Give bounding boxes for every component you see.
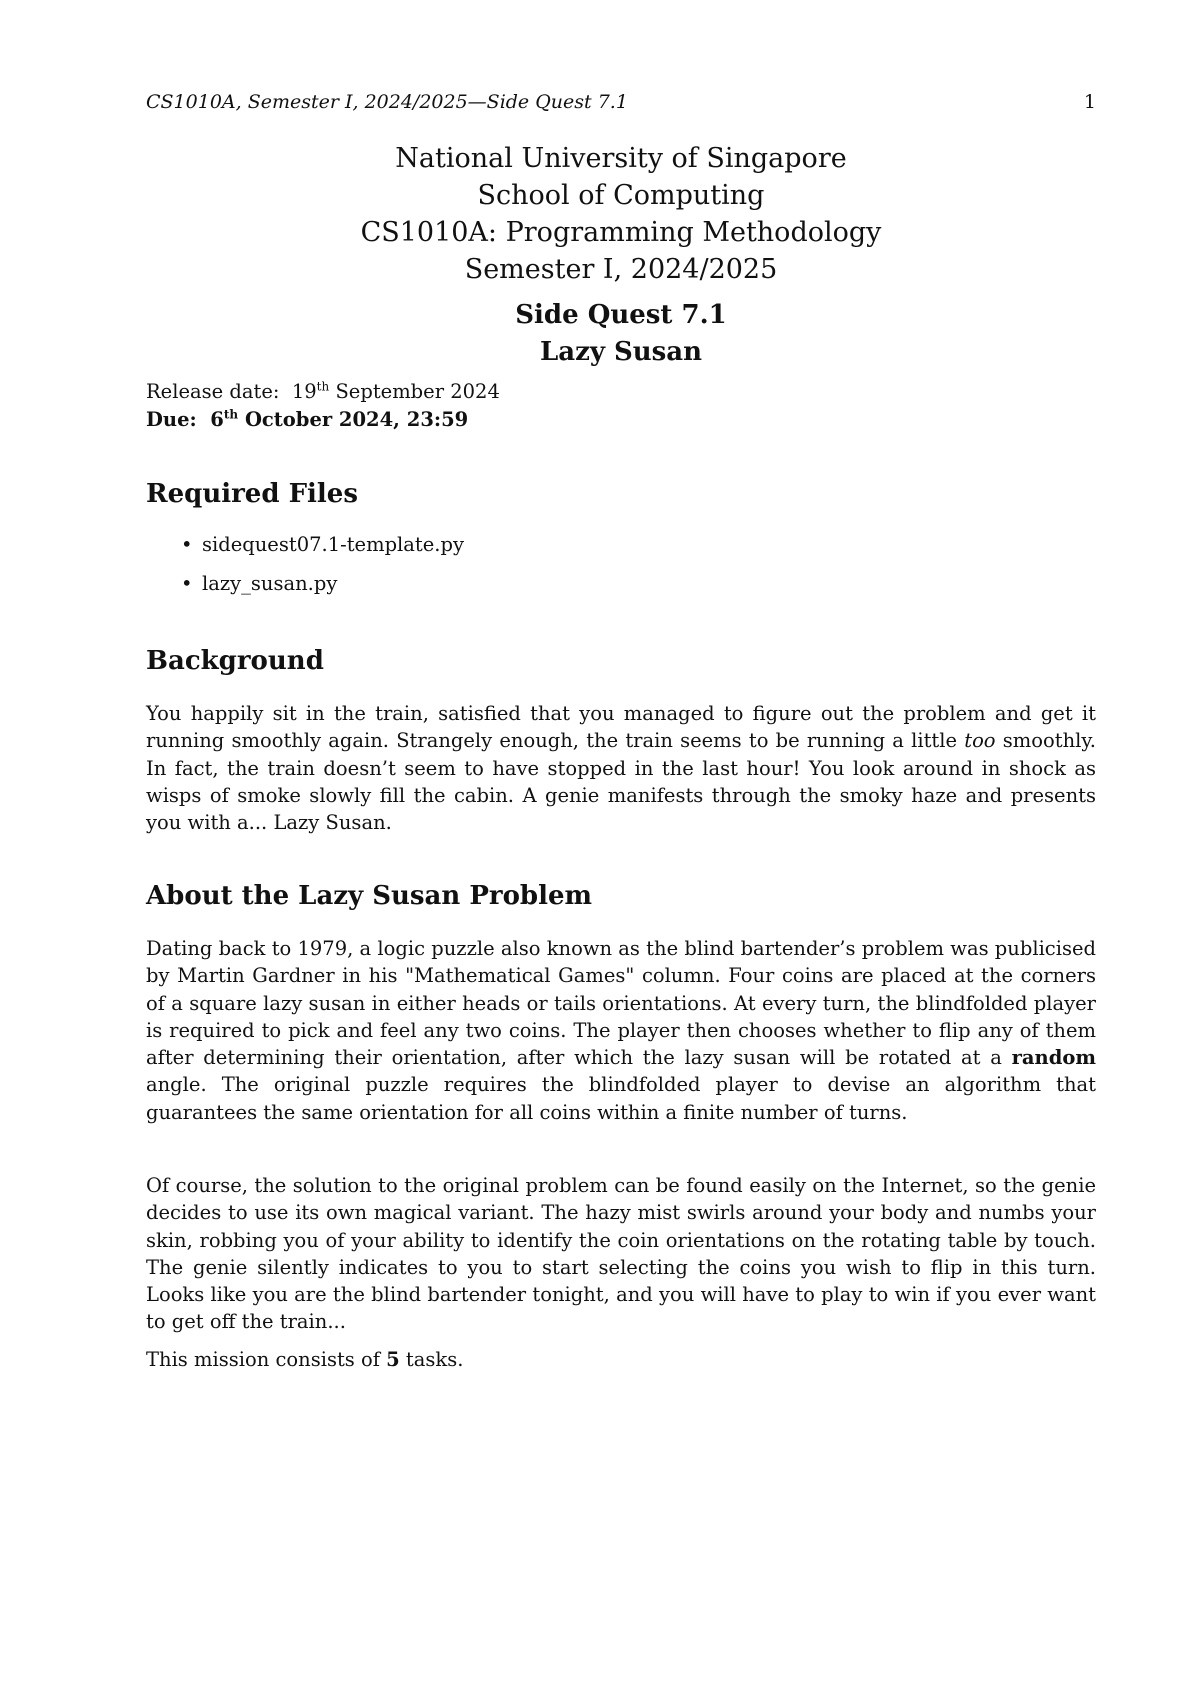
release-rest: September 2024 [335,380,500,403]
release-label: Release date: [146,380,280,403]
background-emphasis: too [964,729,996,753]
list-item [146,533,464,557]
release-day: 19 [291,380,317,403]
required-files-heading: Required Files [146,479,358,509]
tasks-text-1: This mission consists of [146,1348,387,1371]
page-number: 1 [1083,91,1096,113]
file-name: sidequest07.1-template.py [202,533,464,556]
tasks-count: 5 [386,1348,400,1371]
due-day: 6 [210,408,224,431]
dates-block [146,378,1096,434]
release-date [146,378,1096,406]
file-name: lazy_susan.py [202,572,338,595]
background-paragraph [146,700,1096,836]
document-page [146,0,1096,1696]
university-name: National University of Singapore [395,143,847,174]
list-item [146,572,464,596]
about-strong: random [1011,1046,1096,1070]
running-title: CS1010A, Semester I, 2024/2025—Side Quest 7.1 [146,91,628,113]
running-header [146,90,1096,114]
required-files-list [146,533,464,611]
release-suffix: th [316,379,330,394]
about-heading: About the Lazy Susan Problem [146,881,593,911]
about-text-1: Dating back to 1979, a logic puzzle also known as the blind bartender’s problem was publicised by Martin Gardner in his "Mathematical Games" column. Four coins are placed at the corners of a square lazy susan in either heads or tails orientations. At every turn, the blindfolded player is required to pick and feel any two coins. The player then chooses whether to flip any of them after determining their orientation, after which the lazy susan will be rotated at a [146,937,1096,1070]
quest-title: Side Quest 7.1 [515,300,727,330]
school-name: School of Computing [477,180,765,211]
course-name: CS1010A: Programming Methodology [360,217,882,248]
background-text-2: smoothly. In fact, the train doesn’t seem to have stopped in the last hour! You look around in shock as wisps of smoke slowly fill the cabin. A genie manifests through the smoky haze and presents you with a... Lazy Susan. [146,729,1096,835]
due-date [146,406,1096,434]
due-label: Due: [146,408,197,431]
semester-name: Semester I, 2024/2025 [464,254,778,285]
due-suffix: th [223,407,239,422]
about-paragraph-3 [146,1346,1096,1373]
due-rest: October 2024, 23:59 [244,408,469,431]
title-block [146,140,1096,288]
tasks-text-2: tasks. [399,1348,464,1371]
quest-title-block [146,297,1096,371]
background-heading: Background [146,646,324,676]
background-text-1: You happily sit in the train, satisfied that you managed to figure out the problem and get it running smoothly again. Strangely enough, the train seems to be running a little [146,702,1096,753]
bullet-icon: • [181,533,193,556]
bullet-icon: • [181,572,193,595]
quest-name: Lazy Susan [539,337,703,367]
about-paragraph-2: Of course, the solution to the original problem can be found easily on the Internet, so the genie decides to use its own magical variant. The hazy mist swirls around your body and numbs your skin, robbing you of your ability to identify the coin orientations on the rotating table by touch. The genie silently indicates to you to start selecting the coins you wish to flip in this turn. Looks like you are the blind bartender tonight, and you will have to play to win if you ever want to get off the train... [146,1174,1096,1334]
about-text-2: angle. The original puzzle requires the blindfolded player to devise an algorithm that guarantees the same orientation for all coins within a finite number of turns. [146,1073,1096,1124]
about-paragraph-1 [146,935,1096,1126]
